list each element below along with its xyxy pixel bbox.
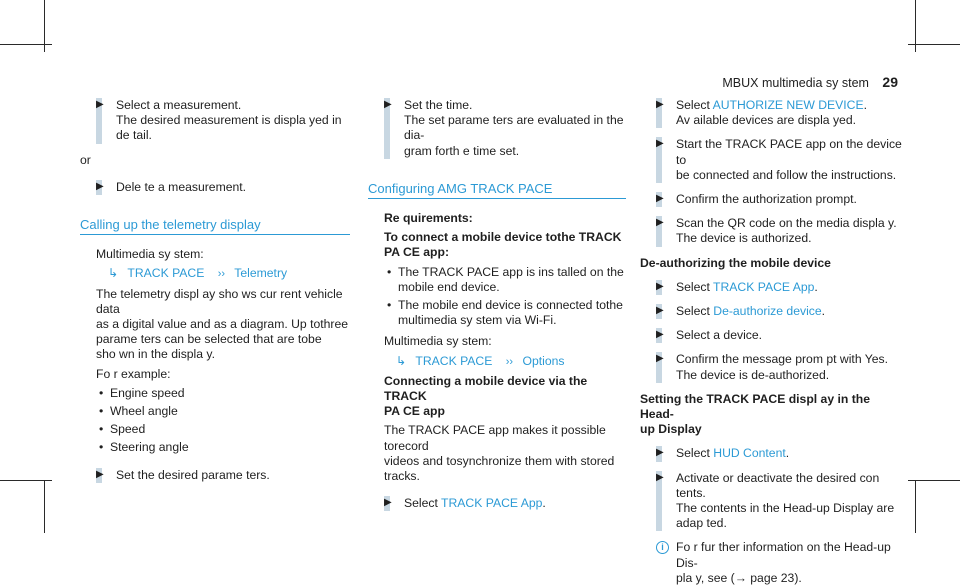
info-note: i Fo r fur ther information on the Head-up Dis‐ pla y, see (→ page 23). xyxy=(640,540,902,586)
info-icon: i xyxy=(656,541,669,554)
menu-path xyxy=(96,266,350,282)
subheading: De-authorizing the mobile device xyxy=(640,255,831,270)
list-item: • Steering angle xyxy=(99,440,189,455)
step-arrow-icon: ▶ xyxy=(96,468,104,480)
step-select-app: ▶ Select TRACK PACE App. xyxy=(656,279,818,294)
step-delete-measurement: ▶ Dele te a measurement. xyxy=(96,179,247,194)
return-arrow-icon: ↳ xyxy=(108,266,119,281)
menu-link[interactable]: TRACK PACE xyxy=(127,266,205,281)
menu-path xyxy=(384,354,626,370)
step-arrow-icon: ▶ xyxy=(384,497,392,509)
paragraph: The telemetry displ ay sho ws cur rent vehicle data as a digital value and as a diagram. Up tothree parame ters can be selected that are tobe sho wn in the displa y. xyxy=(96,286,349,362)
bullet-icon: • xyxy=(387,298,392,313)
menu-link[interactable]: TRACK PACE xyxy=(415,353,493,368)
list-item: • Wheel angle xyxy=(99,404,178,419)
column-2 xyxy=(368,98,626,520)
section-heading: Calling up the telemetry display xyxy=(80,217,350,235)
multimedia-label: Multimedia sy stem: xyxy=(96,247,204,262)
multimedia-label: Multimedia sy stem: xyxy=(384,334,492,349)
menu-link[interactable]: HUD Content xyxy=(713,446,786,461)
step-select-app: ▶ Select TRACK PACE App. xyxy=(384,496,546,511)
example-label: Fo r example: xyxy=(96,366,171,381)
chevron-icon: ›› xyxy=(217,268,226,281)
step-select-device: ▶ Select a device. xyxy=(656,328,763,343)
section-heading: Configuring AMG TRACK PACE xyxy=(368,181,626,199)
step-scan-qr: ▶ Scan the QR code on the media displa y. The device is authorized. xyxy=(656,216,897,246)
step-arrow-icon: ▶ xyxy=(656,193,664,205)
step-arrow-icon: ▶ xyxy=(384,99,392,110)
or-text: or xyxy=(80,152,91,167)
bullet-icon: • xyxy=(99,404,104,419)
bullet-icon: • xyxy=(99,385,104,400)
subheading: Setting the TRACK PACE displ ay in the Head- up Display xyxy=(640,391,870,437)
crop-mark xyxy=(915,0,916,52)
step-set-parameters: ▶ Set the desired parame ters. xyxy=(96,467,270,482)
step-arrow-icon: ▶ xyxy=(656,471,664,483)
step-arrow-icon: ▶ xyxy=(656,305,664,317)
menu-link[interactable]: TRACK PACE App xyxy=(441,496,543,511)
step-select-measurement: ▶ Select a measurement. The desired measurement is displa yed in de tail. xyxy=(96,98,342,143)
page-number: 29 xyxy=(882,74,898,90)
crop-mark xyxy=(44,0,45,52)
step-arrow-icon: ▶ xyxy=(656,447,664,459)
crop-mark xyxy=(44,480,45,533)
bullet-icon: • xyxy=(387,264,392,279)
step-arrow-icon: ▶ xyxy=(656,329,664,341)
step-start-app: ▶ Start the TRACK PACE app on the device to be connected and follow the instructions. xyxy=(656,137,902,182)
list-item: • Speed xyxy=(99,422,146,437)
chevron-icon: ›› xyxy=(505,355,514,368)
list-item: • Engine speed xyxy=(99,385,185,400)
section-body xyxy=(80,247,350,455)
subheading: To connect a mobile device tothe TRACK PA CE app: xyxy=(384,230,622,260)
step-authorize-new-device: ▶ Select AUTHORIZE NEW DEVICE. Av ailable devices are displa yed. xyxy=(656,98,867,128)
menu-link[interactable]: De-authorize device xyxy=(713,304,822,319)
bullet-icon: • xyxy=(99,422,104,437)
menu-link[interactable]: Telemetry xyxy=(234,266,288,281)
step-arrow-icon: ▶ xyxy=(656,280,664,292)
menu-link[interactable]: AUTHORIZE NEW DEVICE xyxy=(712,98,864,112)
menu-link[interactable]: Options xyxy=(522,353,565,368)
requirements-label: Re quirements: xyxy=(384,211,473,226)
column-1 xyxy=(80,98,350,492)
bullet-icon: • xyxy=(99,440,104,455)
return-arrow-icon: ↳ xyxy=(396,353,407,368)
step-arrow-icon: ▶ xyxy=(96,180,104,192)
step-arrow-icon: ▶ xyxy=(656,138,664,150)
page-header xyxy=(722,75,898,91)
step-confirm-authorization: ▶ Confirm the authorization prompt. xyxy=(656,192,857,207)
step-arrow-icon: ▶ xyxy=(656,353,664,365)
step-activate-contents: ▶ Activate or deactivate the desired con tents. The contents in the Head-up Display are adap ted. xyxy=(656,470,895,531)
step-arrow-icon: ▶ xyxy=(96,99,104,110)
subheading: Connecting a mobile device via the TRACK PA CE app xyxy=(384,373,588,419)
step-set-time: ▶ Set the time. The set parame ters are evaluated in the dia‐ gram forth e time set. xyxy=(384,98,624,158)
step-hud-content: ▶ Select HUD Content. xyxy=(656,446,790,461)
column-3 xyxy=(640,98,902,586)
section-body xyxy=(368,211,626,484)
crop-mark xyxy=(915,480,916,533)
list-item: • The mobile end device is connected tothe multimedia sy stem via Wi-Fi. xyxy=(387,298,623,328)
step-arrow-icon: ▶ xyxy=(656,217,664,229)
paragraph: The TRACK PACE app makes it possible torecord videos and tosynchronize them with stored tracks. xyxy=(384,423,615,484)
step-confirm-message: ▶ Confirm the message prom pt with Yes. The device is de-authorized. xyxy=(656,352,889,382)
list-item: • The TRACK PACE app is ins talled on the mobile end device. xyxy=(387,264,624,294)
menu-link[interactable]: TRACK PACE App xyxy=(713,279,815,294)
manual-title: MBUX multimedia sy stem xyxy=(722,76,869,90)
step-deauthorize: ▶ Select De-authorize device. xyxy=(656,304,826,319)
step-arrow-icon: ▶ xyxy=(656,99,664,110)
